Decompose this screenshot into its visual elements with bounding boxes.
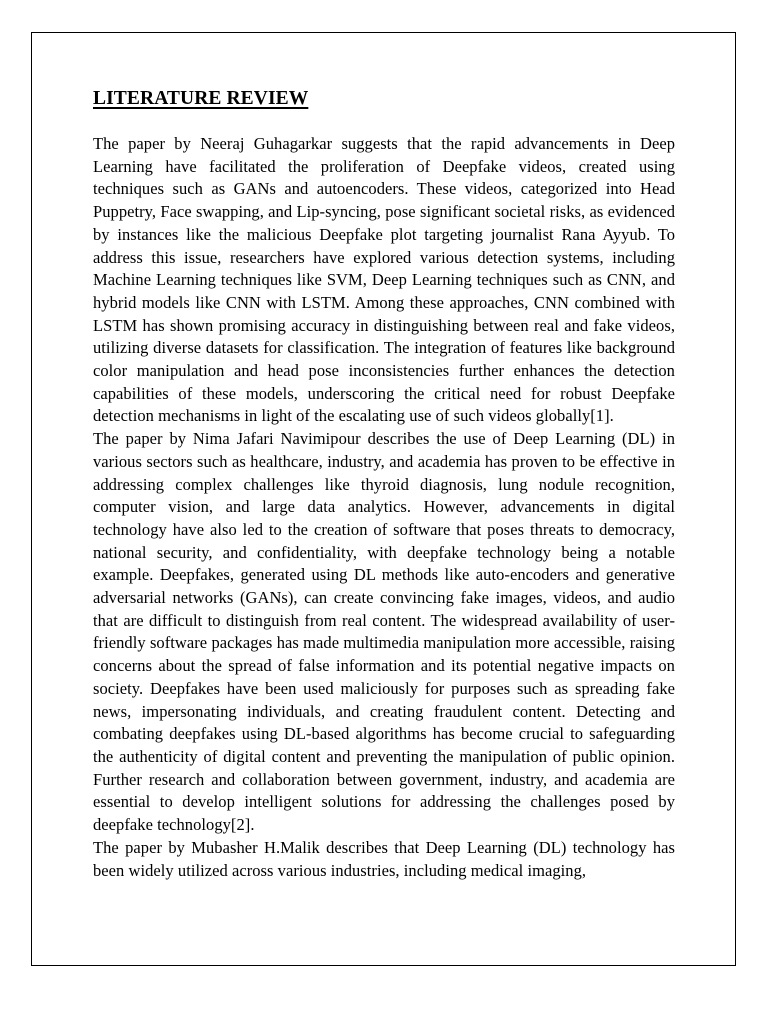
paragraph-guhagarkar: The paper by Neeraj Guhagarkar suggests that the rapid advancements in Deep Learning have facilitated the proliferation of Deepfake videos, created using techniques such as GANs and autoencoders. These videos, categorized into Head Puppetry, Face swapping, and Lip-syncing, pose significant societal risks, as evidenced by instances like the malicious Deepfake plot targeting journalist Rana Ayyub. To address this issue, researchers have explored various detection systems, including Machine Learning techniques like SVM, Deep Learning techniques such as CNN, and hybrid models like CNN with LSTM. Among these approaches, CNN combined with LSTM has shown promising accuracy in distinguishing between real and fake videos, utilizing diverse datasets for classification. The integration of features like background color manipulation and head pose inconsistencies further enhances the detection capabilities of these models, underscoring the critical need for robust Deepfake detection mechanisms in light of the escalating use of such videos globally[1].	[93, 134, 675, 426]
section-heading: LITERATURE REVIEW	[93, 88, 309, 109]
paragraph-malik: The paper by Mubasher H.Malik describes that Deep Learning (DL) technology has been widely utilized across various industries, including medical imaging,	[93, 837, 675, 880]
paragraph-navimipour: The paper by Nima Jafari Navimipour describes the use of Deep Learning (DL) in various sectors such as healthcare, industry, and academia has proven to be effective in addressing complex challenges like thyroid diagnosis, lung nodule recognition, computer vision, and large data analytics. However, advancements in digital technology have also led to the creation of software that poses threats to democracy, national security, and confidentiality, with deepfake technology being a notable example. Deepfakes, generated using DL methods like auto-encoders and generative adversarial networks (GANs), can create convincing fake images, videos, and audio that are difficult to distinguish from real content. The widespread availability of user-friendly software packages has made multimedia manipulation more accessible, raising concerns about the spread of false information and its potential negative impacts on society. Deepfakes have been used maliciously for purposes such as spreading fake news, impersonating individuals, and creating fraudulent content. Detecting and combating deepfakes using DL-based algorithms has become crucial to safeguarding the authenticity of digital content and preventing the manipulation of public opinion. Further research and collaboration between government, industry, and academia are essential to develop intelligent solutions for addressing the challenges posed by deepfake technology[2].	[93, 429, 675, 835]
document-body	[93, 86, 675, 882]
